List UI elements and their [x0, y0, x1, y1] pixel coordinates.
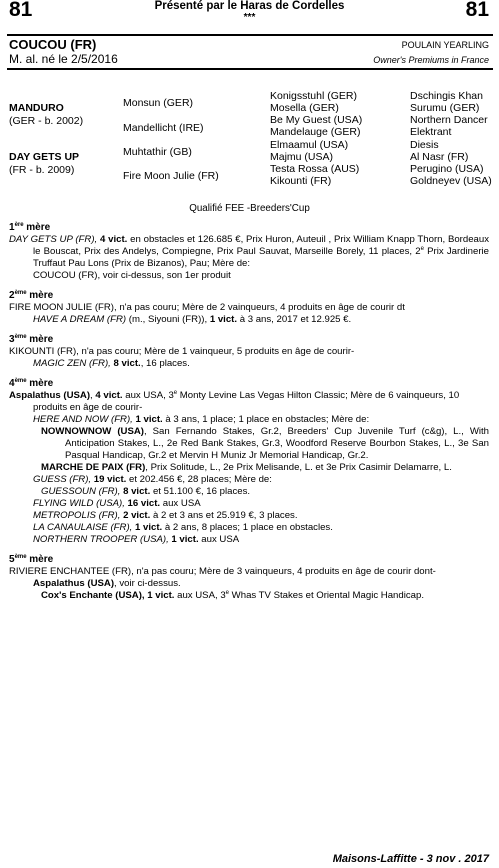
grandparent: Mandellicht (IRE): [123, 122, 204, 134]
owners-premiums: Owner's Premiums in France: [373, 55, 489, 65]
sire-info: (GER - b. 2002): [9, 115, 84, 127]
lot-number-left: 81: [9, 0, 33, 21]
section-title-5: 5ème mère: [9, 553, 54, 565]
great-grandparent: Konigsstuhl (GER): [270, 90, 357, 102]
section-title-4: 4ème mère: [9, 377, 54, 389]
gen4-ancestor: Al Nasr (FR): [410, 151, 469, 163]
produce-line: LA CANAULAISE (FR), 1 vict. à 2 ans, 8 places; 1 place en obstacles.: [33, 522, 333, 533]
fourth-dam-record: Aspalathus (USA), 4 vict. aux USA, 3e Monty Levine Las Vegas Hilton Classic; Mère de 6 vainqueurs, 10 produits en âge de courir-: [9, 389, 460, 413]
grandparent: Muhtathir (GB): [123, 146, 192, 158]
gen4-ancestor: Diesis: [410, 139, 439, 151]
great-grandparent: Be My Guest (USA): [270, 114, 363, 126]
lot-number-right: 81: [465, 0, 489, 21]
third-dam-record: KIKOUNTI (FR), n'a pas couru; Mère de 1 vainqueur, 5 produits en âge de courir-: [9, 346, 355, 357]
great-grandparent: Majmu (USA): [270, 151, 334, 163]
produce-line: Cox's Enchante (USA), 1 vict. aux USA, 3e Whas TV Stakes et Oriental Magic Handicap.: [41, 589, 424, 601]
great-grandparent: Mandelauge (GER): [270, 126, 361, 138]
section-title-2: 2ème mère: [9, 289, 54, 301]
dam-record: DAY GETS UP (FR), 4 vict. en obstacles et 126.685 €, Prix Huron, Auteuil , Prix William Knapp Thorn, Bordeaux le Bouscat, Prix des Andelys, Compiegne, Prix Paul Sauvat, Marseille Borely, 11 places, 2e Prix Jardinerie Truffaut Pau Lons (Prix de Bizanos), Pau; Mère de:: [9, 234, 490, 269]
produce-line: HERE AND NOW (FR), 1 vict. à 3 ans, 1 place; 1 place en obstacles; Mère de:: [33, 414, 370, 425]
header-divider: [7, 34, 493, 36]
produce-line: METROPOLIS (FR), 2 vict. à 2 et 3 ans et 25.919 €, 3 places.: [33, 510, 298, 521]
third-dam-produce: MAGIC ZEN (FR), 8 vict., 16 places.: [33, 358, 190, 369]
header-stars: ***: [243, 12, 256, 23]
second-dam-record: FIRE MOON JULIE (FR), n'a pas couru; Mère de 2 vainqueurs, 4 produits en âge de courir dt: [9, 302, 405, 313]
horse-birth: M. al. né le 2/5/2016: [9, 52, 118, 66]
great-grandparent: Elmaamul (USA): [270, 139, 349, 151]
great-grandparent: Testa Rossa (AUS): [270, 163, 360, 175]
dam-name: DAY GETS UP: [9, 151, 80, 163]
produce-line: GUESSOUN (FR), 8 vict. et 51.100 €, 16 places.: [41, 486, 251, 497]
gen4-ancestor: Northern Dancer: [410, 114, 488, 126]
produce-line: MARCHE DE PAIX (FR), Prix Solitude, L., 2e Prix Melisande, L. et 3e Prix Casimir Delamarre, L.: [41, 462, 452, 473]
dam-produce: COUCOU (FR), voir ci-dessus, son 1er produit: [33, 270, 231, 281]
great-grandparent: Mosella (GER): [270, 102, 339, 114]
produce-line: GUESS (FR), 19 vict. et 202.456 €, 28 places; Mère de:: [33, 474, 272, 485]
gen4-ancestor: Goldneyev (USA): [410, 175, 492, 187]
great-grandparent: Kikounti (FR): [270, 175, 332, 187]
gen4-ancestor: Surumu (GER): [410, 102, 480, 114]
gen4-ancestor: Perugino (USA): [410, 163, 484, 175]
section-title-1: 1ère mère: [9, 221, 51, 233]
fifth-dam-record: RIVIERE ENCHANTEE (FR), n'a pas couru; Mère de 3 vainqueurs, 4 produits en âge de courir dont-: [9, 566, 436, 577]
horse-category: POULAIN YEARLING: [401, 40, 489, 50]
produce-record: [9, 222, 489, 602]
produce-line: NOWNOWNOW (USA), San Fernando Stakes, Gr.2, Breeders' Cup Juvenile Turf (c&g), L., With Anticipation Stakes, L., 2e Red Bank Stakes, Gr.3, Woodford Reserve Bourbon Stakes, L., 3e San Pasqual Handicap, Gr.2 et Mervin H Muniz Jr Memorial Handicap, Gr.2.: [41, 426, 490, 461]
produce-line: Aspalathus (USA), voir ci-dessus.: [33, 578, 181, 589]
qualification-note: Qualifié FEE -Breeders'Cup: [189, 203, 310, 214]
second-dam-produce: HAVE A DREAM (FR) (m., Siyouni (FR)), 1 vict. à 3 ans, 2017 et 12.925 €.: [33, 314, 352, 325]
grandparent: Fire Moon Julie (FR): [123, 170, 219, 182]
gen4-ancestor: Elektrant: [410, 126, 452, 138]
section-title-3: 3ème mère: [9, 333, 54, 345]
identity-divider: [7, 68, 493, 70]
produce-line: FLYING WILD (USA), 16 vict. aux USA: [33, 498, 201, 509]
sale-footer: Maisons-Laffitte - 3 nov . 2017: [332, 853, 489, 865]
gen4-ancestor: Dschingis Khan: [410, 90, 483, 102]
sire-name: MANDURO: [9, 102, 64, 114]
produce-line: NORTHERN TROOPER (USA), 1 vict. aux USA: [33, 534, 240, 545]
grandparent: Monsun (GER): [123, 97, 194, 109]
consignor-title: Présenté par le Haras de Cordelles: [154, 0, 345, 12]
dam-info: (FR - b. 2009): [9, 164, 75, 176]
horse-name: COUCOU (FR): [9, 37, 97, 52]
